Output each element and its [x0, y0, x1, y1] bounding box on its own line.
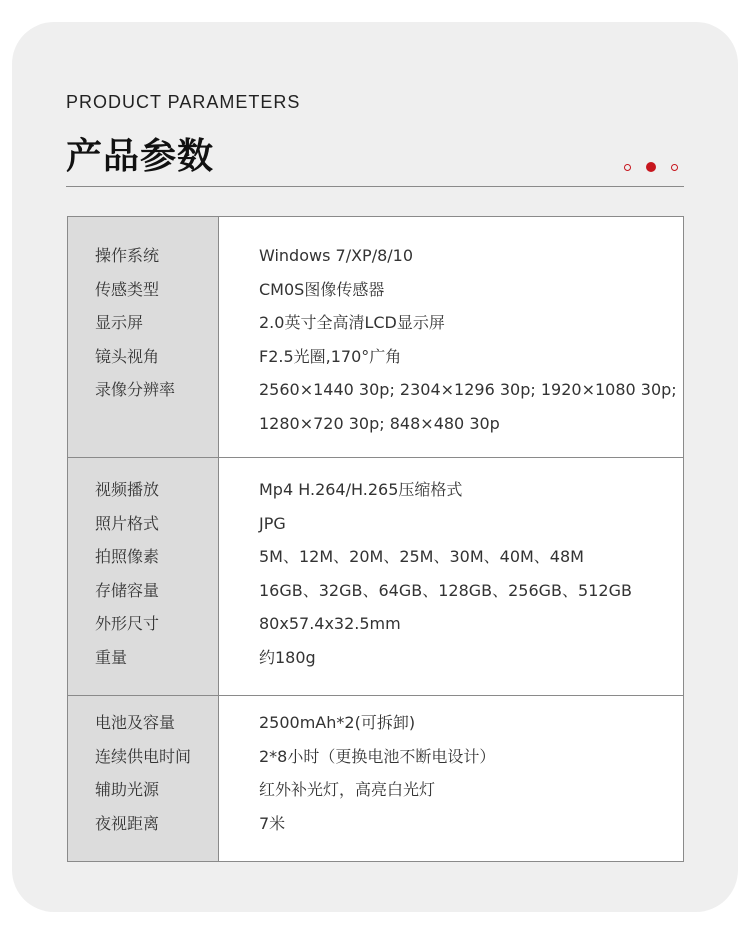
param-value: CM0S图像传感器 — [259, 279, 385, 299]
param-labels — [68, 696, 219, 861]
param-value: 2500mAh*2(可拆卸) — [259, 713, 416, 732]
page-dot-2-active — [646, 162, 656, 172]
param-value: Windows 7/XP/8/10 — [259, 246, 414, 265]
param-value: Mp4 H.264/H.265压缩格式 — [259, 480, 463, 499]
param-value: 约180g — [259, 647, 316, 667]
pagination-dots — [624, 161, 678, 173]
param-label: 照片格式 — [95, 513, 160, 533]
param-value: 红外补光灯，高亮白光灯 — [259, 780, 436, 800]
param-value: 7米 — [259, 813, 286, 833]
section-subtitle: PRODUCT PARAMETERS — [66, 92, 301, 112]
param-labels — [68, 458, 219, 695]
param-label: 存储容量 — [95, 580, 160, 600]
param-label: 辅助光源 — [95, 780, 160, 800]
param-label: 拍照像素 — [95, 547, 160, 567]
param-value: F2.5光圈,170°广角 — [259, 346, 402, 366]
param-value: 1280×720 30p; 848×480 30p — [259, 413, 500, 433]
param-labels — [68, 217, 219, 457]
param-values — [219, 696, 683, 861]
param-value: 2.0英寸全高清LCD显示屏 — [259, 313, 445, 333]
param-label: 显示屏 — [95, 313, 144, 333]
param-label: 夜视距离 — [95, 813, 160, 833]
param-value: 80x57.4x32.5mm — [259, 614, 401, 634]
param-label: 连续供电时间 — [95, 746, 192, 766]
param-label: 操作系统 — [95, 246, 160, 265]
param-values — [219, 217, 683, 457]
param-group-power — [68, 695, 683, 861]
param-value: 2560×1440 30p; 2304×1296 30p; 1920×1080 30p; — [259, 380, 677, 400]
param-value: 5M、12M、20M、25M、30M、40M、48M — [259, 547, 584, 567]
param-values — [219, 458, 683, 695]
param-group-display — [68, 217, 683, 457]
param-value: 16GB、32GB、64GB、128GB、256GB、512GB — [259, 580, 632, 600]
param-label: 传感类型 — [95, 279, 160, 299]
param-value: JPG — [259, 513, 286, 533]
page-dot-3 — [671, 164, 678, 171]
param-label: 录像分辨率 — [95, 380, 176, 400]
parameters-table — [67, 216, 684, 862]
page-dot-1 — [624, 164, 631, 171]
param-group-media — [68, 457, 683, 695]
param-label: 电池及容量 — [95, 713, 176, 732]
param-label: 视频播放 — [95, 480, 160, 499]
title-divider — [66, 186, 684, 187]
param-label: 镜头视角 — [95, 346, 160, 366]
param-value: 2*8小时（更换电池不断电设计） — [259, 746, 496, 766]
param-label: 外形尺寸 — [95, 614, 160, 634]
page-title: 产品参数 — [66, 136, 215, 177]
param-label: 重量 — [95, 647, 128, 667]
